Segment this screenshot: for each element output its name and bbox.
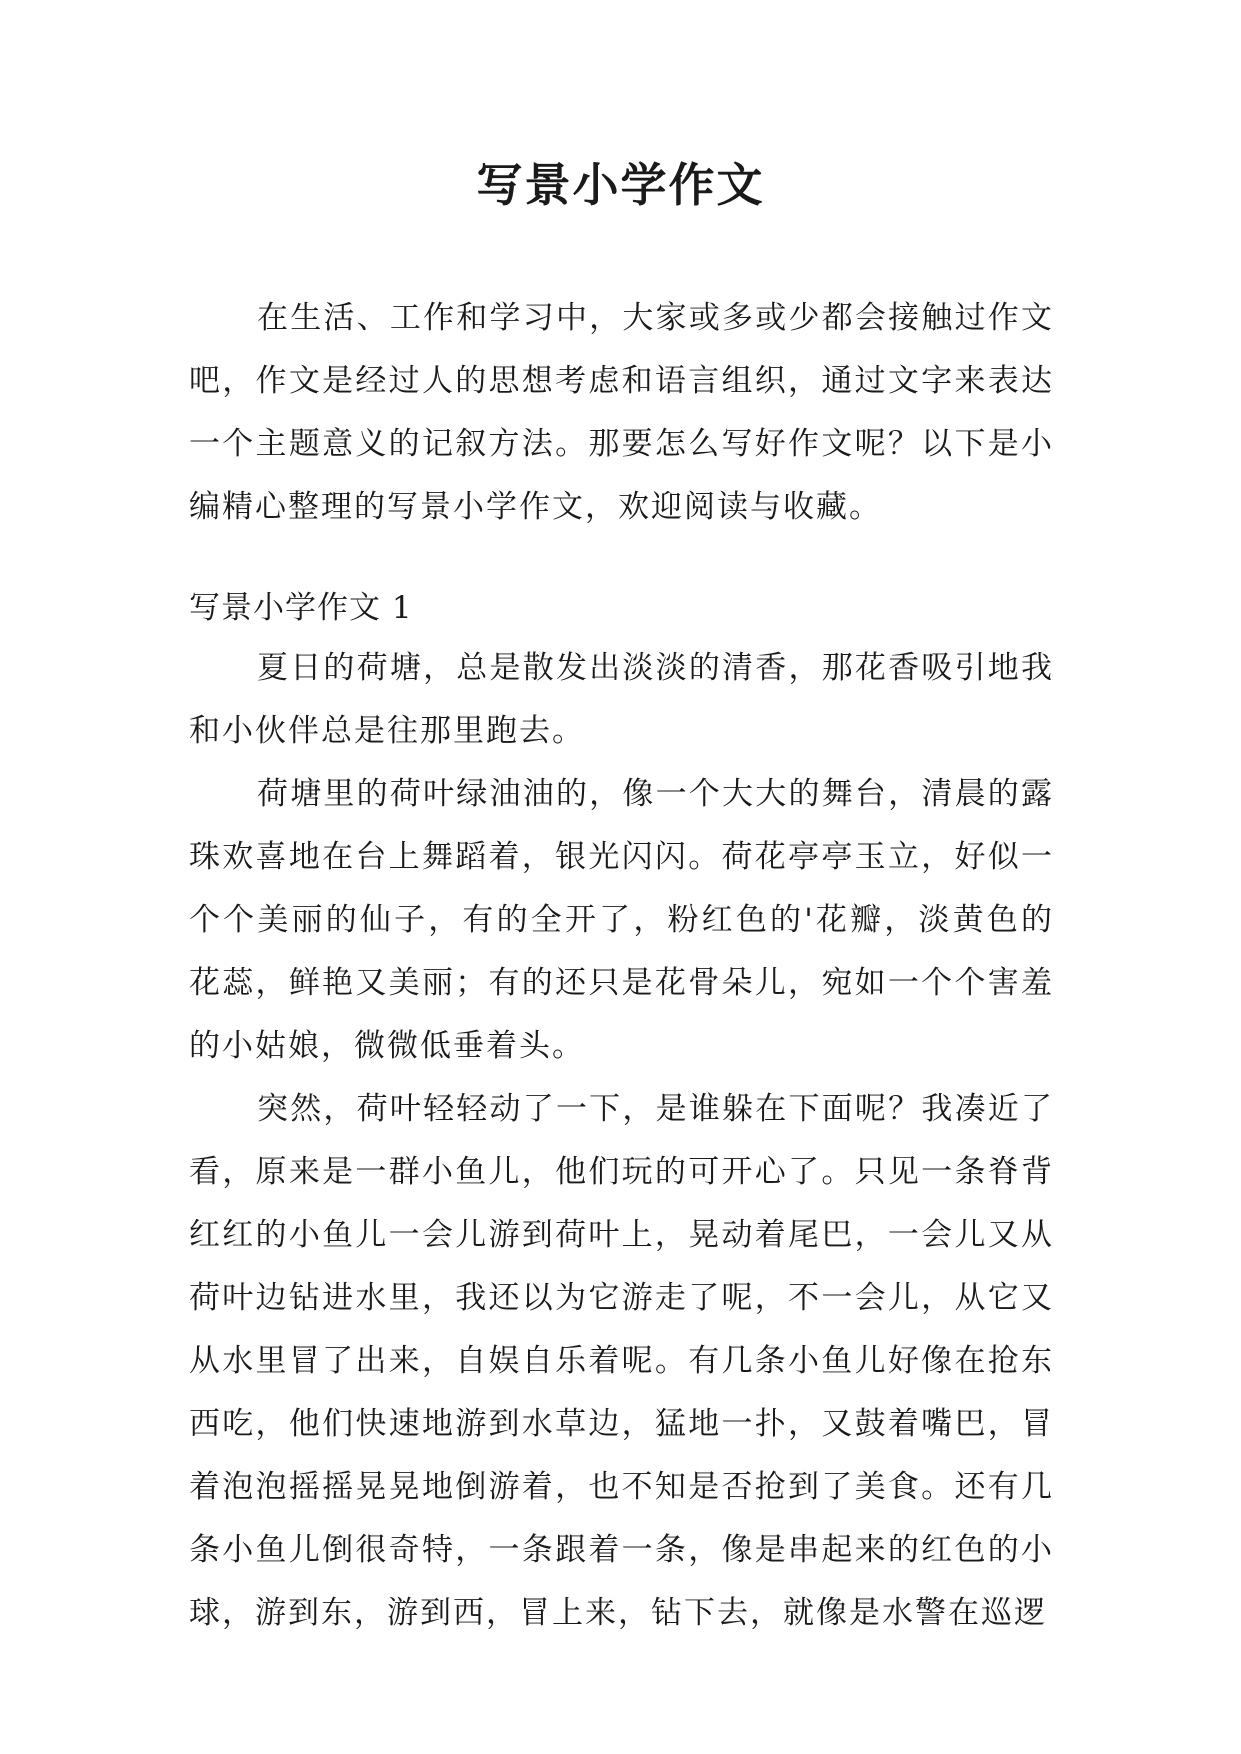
intro-paragraph: 在生活、工作和学习中，大家或多或少都会接触过作文吧，作文是经过人的思想考虑和语言组织，通过文字来表达一个主题意义的记叙方法。那要怎么写好作文呢？以下是小编精心整理的写景小学作文，欢迎阅读与收藏。 xyxy=(189,300,1054,525)
article-paragraph-2: 荷塘里的荷叶绿油油的，像一个大大的舞台，清晨的露珠欢喜地在台上舞蹈着，银光闪闪。荷花亭亭玉立，好似一个个美丽的仙子，有的全开了，粉红色的'花瓣，淡黄色的花蕊，鲜艳又美丽；有的还只是花骨朵儿，宛如一个个害羞的小姑娘，微微低垂着头。 xyxy=(189,776,1054,1064)
document-title: 写景小学作文 xyxy=(476,158,765,212)
article-paragraph-1: 夏日的荷塘，总是散发出淡淡的清香，那花香吸引地我和小伙伴总是往那里跑去。 xyxy=(189,650,1054,749)
article-paragraph-3: 突然，荷叶轻轻动了一下，是谁躲在下面呢？我凑近了看，原来是一群小鱼儿，他们玩的可开心了。只见一条脊背红红的小鱼儿一会儿游到荷叶上，晃动着尾巴，一会儿又从荷叶边钻进水里，我还以为它游走了呢，不一会儿，从它又从水里冒了出来，自娱自乐着呢。有几条小鱼儿好像在抢东西吃，他们快速地游到水草边，猛地一扑，又鼓着嘴巴，冒着泡泡摇摇晃晃地倒游着，也不知是否抢到了美食。还有几条小鱼儿倒很奇特，一条跟着一条，像是串起来的红色的小球，游到东，游到西，冒上来，钻下去，就像是水警在巡逻 xyxy=(189,1091,1054,1631)
section-title: 写景小学作文 1 xyxy=(189,590,413,626)
intro-section xyxy=(189,287,1054,539)
article-body xyxy=(189,637,1054,1645)
